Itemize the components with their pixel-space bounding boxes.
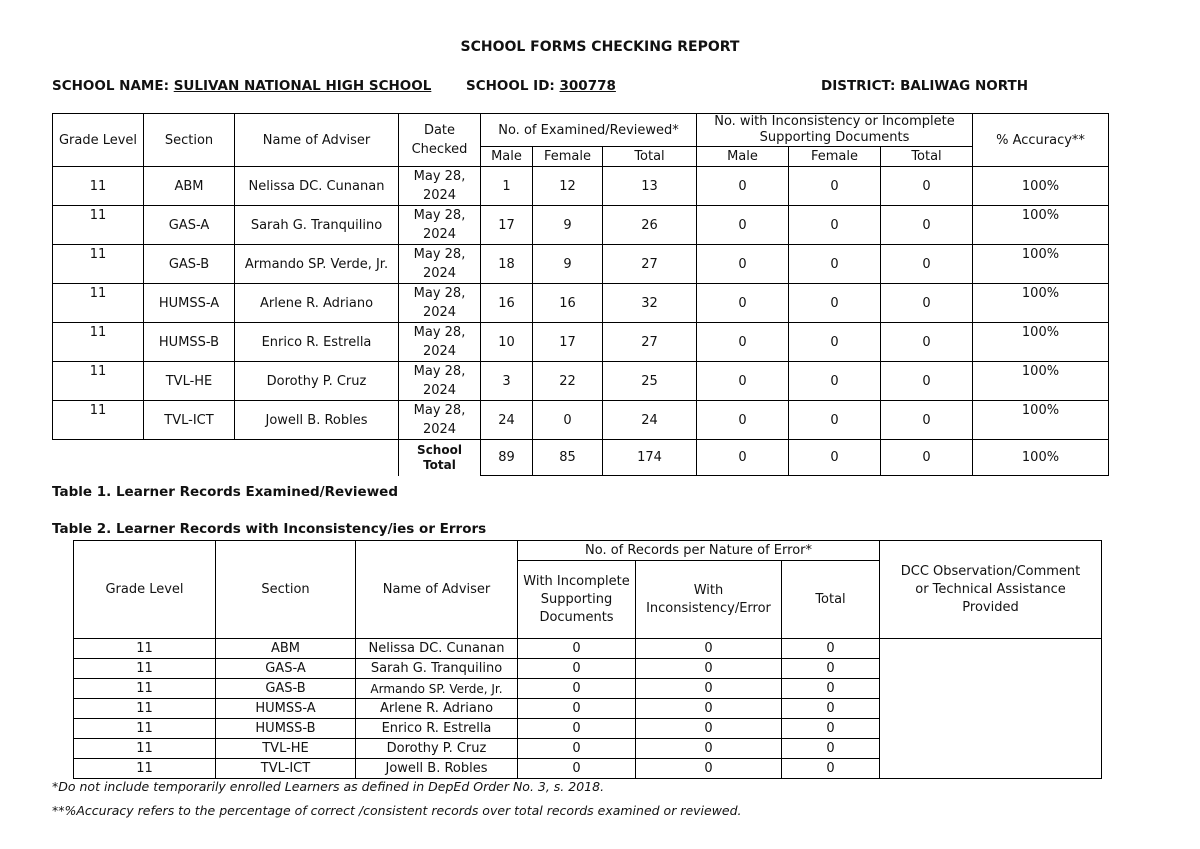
t2-cell-grade: 11 — [74, 699, 216, 719]
t1-header-section: Section — [144, 114, 235, 167]
t2-row — [74, 639, 1102, 659]
t1-header-inc-female: Female — [789, 147, 881, 167]
t2-cell-section: GAS-A — [216, 659, 356, 679]
t1-row — [53, 167, 1109, 206]
t2-header-adviser: Name of Adviser — [356, 541, 518, 639]
school-id-value: 300778 — [559, 78, 616, 94]
t1-cell-female: 12 — [533, 167, 603, 206]
t1-cell-male: 17 — [481, 206, 533, 245]
t1-header-grade-level: Grade Level — [53, 114, 144, 167]
t1-cell-inc-male: 0 — [697, 362, 789, 401]
t2-cell-total: 0 — [782, 699, 880, 719]
t1-cell-inc-male: 0 — [697, 206, 789, 245]
table1-caption: Table 1. Learner Records Examined/Reviewed — [52, 484, 399, 500]
t2-cell-total: 0 — [782, 739, 880, 759]
t1-cell-inc-female: 0 — [789, 167, 881, 206]
t2-cell-inconsistency: 0 — [636, 679, 782, 699]
t1-cell-adviser: Armando SP. Verde, Jr. — [235, 245, 399, 284]
t2-cell-inconsistency: 0 — [636, 699, 782, 719]
t1-cell-section: GAS-A — [144, 206, 235, 245]
t1-total-inc-male: 0 — [697, 440, 789, 476]
t1-cell-inc-female: 0 — [789, 284, 881, 323]
t2-cell-grade: 11 — [74, 759, 216, 779]
t2-header-total: Total — [782, 561, 880, 639]
t1-cell-section: ABM — [144, 167, 235, 206]
t2-cell-inconsistency: 0 — [636, 759, 782, 779]
t2-cell-incomplete: 0 — [518, 699, 636, 719]
school-name-field — [52, 78, 431, 94]
t1-cell-female: 17 — [533, 323, 603, 362]
t2-cell-inconsistency: 0 — [636, 719, 782, 739]
t2-cell-adviser: Sarah G. Tranquilino — [356, 659, 518, 679]
t2-cell-section: TVL-HE — [216, 739, 356, 759]
report-title: SCHOOL FORMS CHECKING REPORT — [460, 39, 740, 55]
footnote-2: **%Accuracy refers to the percentage of correct /consistent records over total records examined or reviewed. — [52, 803, 742, 818]
t1-cell-total: 32 — [603, 284, 697, 323]
t2-cell-grade: 11 — [74, 679, 216, 699]
t2-cell-section: GAS-B — [216, 679, 356, 699]
t1-cell-inc-male: 0 — [697, 167, 789, 206]
t1-cell-inc-total: 0 — [881, 401, 973, 440]
t2-cell-adviser: Jowell B. Robles — [356, 759, 518, 779]
t2-cell-adviser: Arlene R. Adriano — [356, 699, 518, 719]
t1-cell-inc-female: 0 — [789, 362, 881, 401]
t1-cell-grade: 11 — [53, 323, 144, 362]
t1-cell-female: 22 — [533, 362, 603, 401]
t1-cell-section: GAS-B — [144, 245, 235, 284]
t2-cell-total: 0 — [782, 759, 880, 779]
t1-cell-date: May 28, 2024 — [399, 167, 481, 206]
t2-cell-incomplete: 0 — [518, 659, 636, 679]
t1-row — [53, 206, 1109, 245]
t1-cell-accuracy: 100% — [973, 401, 1109, 440]
t1-cell-total: 25 — [603, 362, 697, 401]
t1-cell-date: May 28, 2024 — [399, 206, 481, 245]
t1-header-inconsistency: No. with Inconsistency or Incomplete Supporting Documents — [697, 114, 973, 147]
t1-cell-inc-male: 0 — [697, 401, 789, 440]
footnote-1: *Do not include temporarily enrolled Learners as defined in DepEd Order No. 3, s. 2018. — [52, 779, 605, 794]
t2-cell-grade: 11 — [74, 659, 216, 679]
t1-total-accuracy: 100% — [973, 440, 1109, 476]
t1-cell-total: 27 — [603, 323, 697, 362]
t1-cell-male: 18 — [481, 245, 533, 284]
t2-cell-incomplete: 0 — [518, 679, 636, 699]
t2-cell-incomplete: 0 — [518, 639, 636, 659]
t1-cell-grade: 11 — [53, 245, 144, 284]
t2-cell-adviser: Enrico R. Estrella — [356, 719, 518, 739]
t1-header-female: Female — [533, 147, 603, 167]
t1-cell-accuracy: 100% — [973, 167, 1109, 206]
t2-header-observation: DCC Observation/Comment or Technical Assistance Provided — [880, 541, 1102, 639]
t2-header-inconsistency: With Inconsistency/Error — [636, 561, 782, 639]
t1-cell-female: 9 — [533, 245, 603, 284]
t2-cell-section: HUMSS-A — [216, 699, 356, 719]
t1-cell-adviser: Sarah G. Tranquilino — [235, 206, 399, 245]
t2-cell-inconsistency: 0 — [636, 639, 782, 659]
t1-cell-grade: 11 — [53, 284, 144, 323]
t2-cell-section: HUMSS-B — [216, 719, 356, 739]
t2-header-incomplete: With Incomplete Supporting Documents — [518, 561, 636, 639]
t2-observation-cell — [880, 639, 1102, 779]
table1-records-examined — [52, 113, 1109, 476]
t1-row — [53, 245, 1109, 284]
t1-cell-adviser: Jowell B. Robles — [235, 401, 399, 440]
t1-cell-inc-female: 0 — [789, 401, 881, 440]
t1-total-inc-total: 0 — [881, 440, 973, 476]
t1-cell-inc-total: 0 — [881, 323, 973, 362]
t1-cell-total: 26 — [603, 206, 697, 245]
t1-cell-accuracy: 100% — [973, 245, 1109, 284]
t2-header-nature-of-error: No. of Records per Nature of Error* — [518, 541, 880, 561]
t1-cell-inc-total: 0 — [881, 206, 973, 245]
t1-total-male: 89 — [481, 440, 533, 476]
t1-cell-inc-total: 0 — [881, 167, 973, 206]
school-id-label: SCHOOL ID: — [466, 78, 555, 94]
t2-cell-adviser: Armando SP. Verde, Jr. — [356, 679, 518, 699]
t1-cell-inc-female: 0 — [789, 245, 881, 284]
t2-cell-grade: 11 — [74, 719, 216, 739]
t1-cell-grade: 11 — [53, 401, 144, 440]
t1-header-inc-total: Total — [881, 147, 973, 167]
t1-header-examined: No. of Examined/Reviewed* — [481, 114, 697, 147]
school-name-label: SCHOOL NAME: — [52, 78, 169, 94]
t1-cell-male: 16 — [481, 284, 533, 323]
district-field — [821, 78, 1028, 94]
t1-cell-total: 13 — [603, 167, 697, 206]
t1-cell-male: 3 — [481, 362, 533, 401]
t1-cell-section: HUMSS-B — [144, 323, 235, 362]
t1-cell-inc-total: 0 — [881, 362, 973, 401]
t1-cell-date: May 28, 2024 — [399, 323, 481, 362]
t1-header-adviser: Name of Adviser — [235, 114, 399, 167]
t1-cell-inc-total: 0 — [881, 245, 973, 284]
t1-cell-grade: 11 — [53, 362, 144, 401]
t2-cell-inconsistency: 0 — [636, 659, 782, 679]
t1-cell-date: May 28, 2024 — [399, 245, 481, 284]
t2-header-grade-level: Grade Level — [74, 541, 216, 639]
t1-row — [53, 401, 1109, 440]
t1-header-inc-male: Male — [697, 147, 789, 167]
t1-cell-male: 1 — [481, 167, 533, 206]
t1-cell-adviser: Dorothy P. Cruz — [235, 362, 399, 401]
t2-header-section: Section — [216, 541, 356, 639]
t1-cell-male: 10 — [481, 323, 533, 362]
t1-total-female: 85 — [533, 440, 603, 476]
t2-cell-adviser: Dorothy P. Cruz — [356, 739, 518, 759]
t1-row — [53, 362, 1109, 401]
t1-cell-inc-female: 0 — [789, 206, 881, 245]
t2-cell-section: ABM — [216, 639, 356, 659]
t1-cell-inc-male: 0 — [697, 245, 789, 284]
school-name-value: SULIVAN NATIONAL HIGH SCHOOL — [173, 78, 432, 94]
t1-cell-grade: 11 — [53, 167, 144, 206]
t2-cell-inconsistency: 0 — [636, 739, 782, 759]
t1-cell-date: May 28, 2024 — [399, 401, 481, 440]
t1-cell-female: 0 — [533, 401, 603, 440]
t1-cell-adviser: Nelissa DC. Cunanan — [235, 167, 399, 206]
t1-cell-grade: 11 — [53, 206, 144, 245]
t1-row — [53, 323, 1109, 362]
t1-cell-total: 24 — [603, 401, 697, 440]
t2-cell-total: 0 — [782, 719, 880, 739]
table2-records-with-errors — [73, 540, 1102, 779]
t2-cell-incomplete: 0 — [518, 719, 636, 739]
t1-cell-inc-female: 0 — [789, 323, 881, 362]
t2-cell-grade: 11 — [74, 639, 216, 659]
t1-cell-accuracy: 100% — [973, 284, 1109, 323]
t1-header-male: Male — [481, 147, 533, 167]
t1-total-total: 174 — [603, 440, 697, 476]
t2-cell-incomplete: 0 — [518, 739, 636, 759]
t1-school-total-label: School Total — [417, 442, 462, 472]
t1-cell-accuracy: 100% — [973, 206, 1109, 245]
t1-cell-section: TVL-HE — [144, 362, 235, 401]
district-label: DISTRICT: — [821, 78, 896, 94]
district-value: BALIWAG NORTH — [900, 78, 1029, 94]
t1-cell-total: 27 — [603, 245, 697, 284]
t2-cell-total: 0 — [782, 639, 880, 659]
t1-cell-date: May 28, 2024 — [399, 284, 481, 323]
t2-cell-section: TVL-ICT — [216, 759, 356, 779]
t1-cell-inc-male: 0 — [697, 323, 789, 362]
t2-cell-incomplete: 0 — [518, 759, 636, 779]
t2-cell-total: 0 — [782, 679, 880, 699]
t1-cell-female: 9 — [533, 206, 603, 245]
t1-cell-date: May 28, 2024 — [399, 362, 481, 401]
table2-caption: Table 2. Learner Records with Inconsistency/ies or Errors — [52, 521, 487, 537]
t2-cell-adviser: Nelissa DC. Cunanan — [356, 639, 518, 659]
t1-cell-female: 16 — [533, 284, 603, 323]
t1-cell-inc-male: 0 — [697, 284, 789, 323]
t2-cell-total: 0 — [782, 659, 880, 679]
t1-cell-adviser: Enrico R. Estrella — [235, 323, 399, 362]
t1-cell-male: 24 — [481, 401, 533, 440]
t1-header-total: Total — [603, 147, 697, 167]
t1-row — [53, 284, 1109, 323]
t1-total-inc-female: 0 — [789, 440, 881, 476]
t1-cell-accuracy: 100% — [973, 323, 1109, 362]
t1-header-accuracy: % Accuracy** — [973, 114, 1109, 167]
t1-cell-section: TVL-ICT — [144, 401, 235, 440]
t1-school-total-row — [53, 440, 1109, 476]
t1-header-date-checked: Date Checked — [399, 114, 481, 167]
school-id-field — [466, 78, 616, 94]
t1-cell-adviser: Arlene R. Adriano — [235, 284, 399, 323]
t1-cell-accuracy: 100% — [973, 362, 1109, 401]
t1-cell-section: HUMSS-A — [144, 284, 235, 323]
t1-cell-inc-total: 0 — [881, 284, 973, 323]
t2-cell-grade: 11 — [74, 739, 216, 759]
